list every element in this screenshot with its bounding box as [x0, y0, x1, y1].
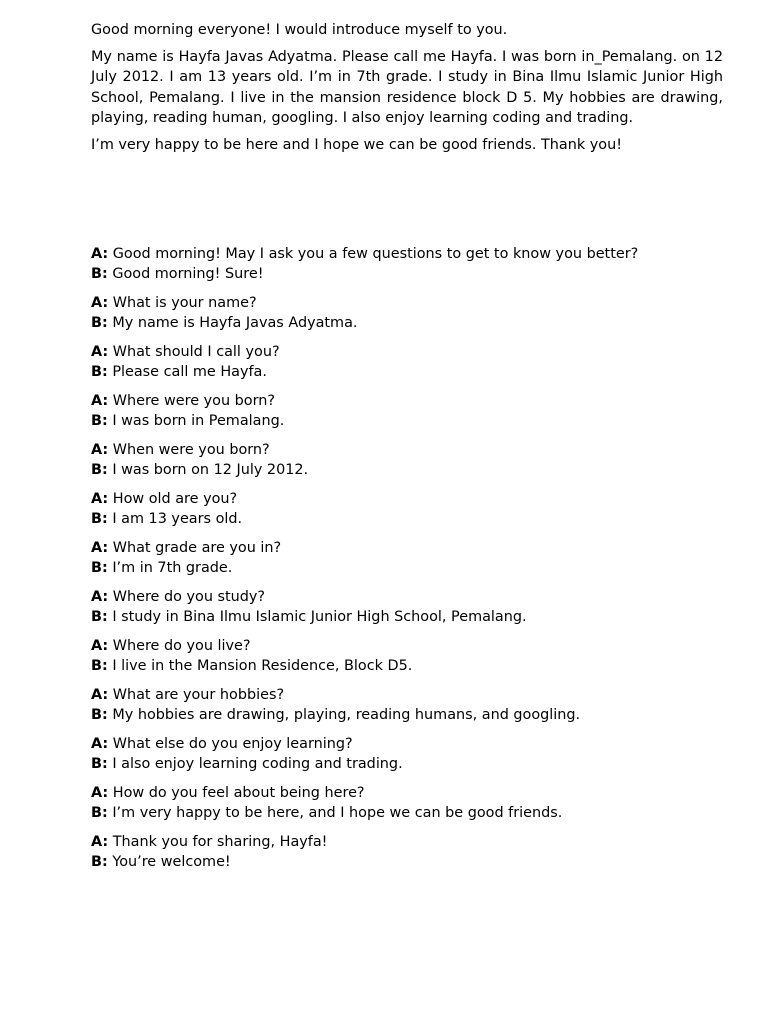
speaker-a-label: A:: [91, 442, 109, 459]
introduction-section: [91, 20, 723, 155]
speaker-b-label: B:: [91, 511, 108, 528]
answer-line: [91, 509, 723, 529]
answer-text: I am 13 years old.: [112, 511, 243, 528]
dialogue-section: [91, 244, 723, 872]
dialogue-exchange: [91, 391, 723, 431]
question-line: [91, 783, 723, 803]
speaker-a-label: A:: [91, 687, 109, 704]
answer-line: [91, 754, 723, 774]
speaker-a-label: A:: [91, 785, 109, 802]
question-text: Where were you born?: [112, 393, 276, 410]
speaker-a-label: A:: [91, 295, 109, 312]
dialogue-exchange: [91, 734, 723, 774]
speaker-a-label: A:: [91, 344, 109, 361]
answer-text: I study in Bina Ilmu Islamic Junior High School, Pemalang.: [112, 609, 527, 626]
answer-text: I was born on 12 July 2012.: [112, 462, 309, 479]
speaker-b-label: B:: [91, 315, 108, 332]
intro-greeting: Good morning everyone! I would introduce myself to you.: [91, 22, 508, 38]
speaker-b-label: B:: [91, 658, 108, 675]
speaker-a-label: A:: [91, 638, 109, 655]
question-line: [91, 293, 723, 313]
speaker-a-label: A:: [91, 491, 109, 508]
speaker-b-label: B:: [91, 707, 108, 724]
answer-text: I was born in Pemalang.: [112, 413, 285, 430]
dialogue-exchange: [91, 587, 723, 627]
question-text: When were you born?: [112, 442, 270, 459]
question-text: How do you feel about being here?: [112, 785, 365, 802]
question-line: [91, 244, 723, 264]
answer-line: [91, 264, 723, 284]
question-line: [91, 587, 723, 607]
speaker-a-label: A:: [91, 589, 109, 606]
speaker-a-label: A:: [91, 736, 109, 753]
speaker-b-label: B:: [91, 364, 108, 381]
question-text: Where do you study?: [112, 589, 266, 606]
question-text: What are your hobbies?: [112, 687, 285, 704]
speaker-b-label: B:: [91, 266, 108, 283]
question-line: [91, 391, 723, 411]
dialogue-exchange: [91, 342, 723, 382]
speaker-a-label: A:: [91, 540, 109, 557]
dialogue-exchange: [91, 538, 723, 578]
question-line: [91, 685, 723, 705]
answer-text: I’m in 7th grade.: [112, 560, 233, 577]
answer-line: [91, 313, 723, 333]
question-text: What should I call you?: [112, 344, 280, 361]
dialogue-exchange: [91, 440, 723, 480]
question-line: [91, 734, 723, 754]
dialogue-exchange: [91, 636, 723, 676]
answer-text: I also enjoy learning coding and trading.: [112, 756, 403, 773]
question-text: Where do you live?: [112, 638, 251, 655]
answer-text: I live in the Mansion Residence, Block D5.: [112, 658, 413, 675]
answer-line: [91, 803, 723, 823]
answer-line: [91, 460, 723, 480]
answer-text: My hobbies are drawing, playing, reading humans, and googling.: [112, 707, 581, 724]
question-text: What is your name?: [112, 295, 257, 312]
question-text: What grade are you in?: [112, 540, 282, 557]
question-line: [91, 342, 723, 362]
answer-text: I’m very happy to be here, and I hope we can be good friends.: [112, 805, 563, 822]
answer-text: Good morning! Sure!: [112, 266, 264, 283]
answer-line: [91, 558, 723, 578]
speaker-b-label: B:: [91, 854, 108, 871]
answer-text: My name is Hayfa Javas Adyatma.: [112, 315, 358, 332]
answer-line: [91, 852, 723, 872]
answer-text: Please call me Hayfa.: [112, 364, 267, 381]
question-line: [91, 489, 723, 509]
question-line: [91, 636, 723, 656]
dialogue-exchange: [91, 832, 723, 872]
speaker-b-label: B:: [91, 805, 108, 822]
dialogue-exchange: [91, 293, 723, 333]
question-text: How old are you?: [112, 491, 238, 508]
question-text: Good morning! May I ask you a few questions to get to know you better?: [112, 246, 639, 263]
document-page: [91, 20, 723, 881]
speaker-b-label: B:: [91, 462, 108, 479]
question-line: [91, 440, 723, 460]
answer-line: [91, 362, 723, 382]
dialogue-exchange: [91, 489, 723, 529]
answer-text: You’re welcome!: [112, 854, 231, 871]
speaker-a-label: A:: [91, 246, 109, 263]
question-line: [91, 832, 723, 852]
speaker-b-label: B:: [91, 756, 108, 773]
question-text: Thank you for sharing, Hayfa!: [112, 834, 328, 851]
speaker-b-label: B:: [91, 413, 108, 430]
answer-line: [91, 411, 723, 431]
speaker-b-label: B:: [91, 560, 108, 577]
intro-bio-paragraph: My name is Hayfa Javas Adyatma. Please call me Hayfa. I was born in_Pemalang. on 12 July 2012. I am 13 years old. I’m in 7th grade. I study in Bina Ilmu Islamic Junior High School, Pemalang. I live in the mansion residence block D 5. My hobbies are drawing, playing, reading human, googling. I also enjoy learning coding and trading.: [91, 49, 723, 126]
answer-line: [91, 607, 723, 627]
speaker-a-label: A:: [91, 393, 109, 410]
intro-closing: I’m very happy to be here and I hope we can be good friends. Thank you!: [91, 137, 622, 154]
question-line: [91, 538, 723, 558]
dialogue-exchange: [91, 244, 723, 284]
answer-line: [91, 656, 723, 676]
dialogue-exchange: [91, 685, 723, 725]
speaker-a-label: A:: [91, 834, 109, 851]
speaker-b-label: B:: [91, 609, 108, 626]
answer-line: [91, 705, 723, 725]
question-text: What else do you enjoy learning?: [112, 736, 353, 753]
dialogue-exchange: [91, 783, 723, 823]
